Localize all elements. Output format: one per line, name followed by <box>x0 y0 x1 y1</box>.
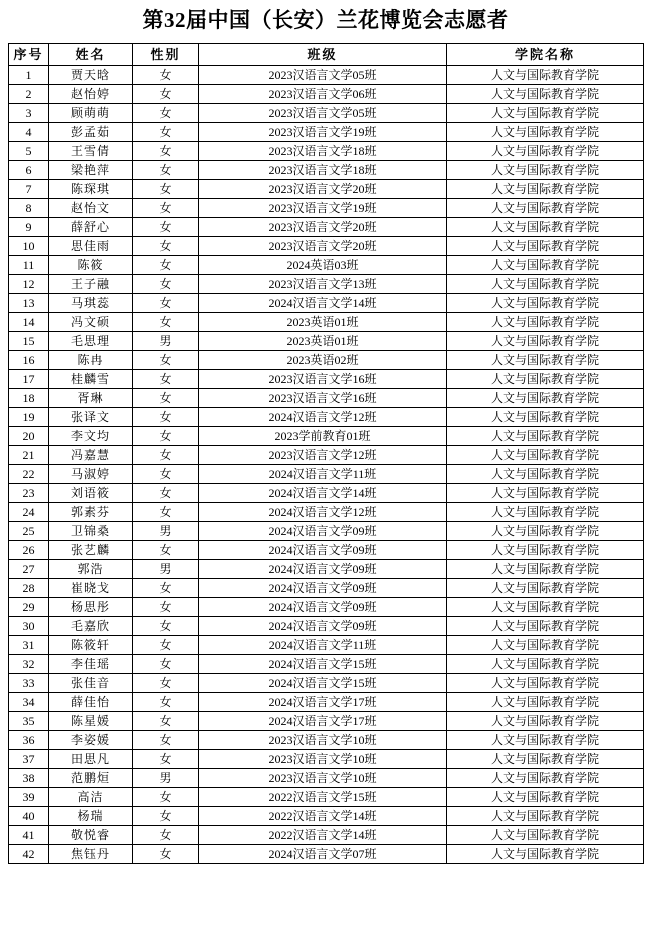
cell-college: 人文与国际教育学院 <box>447 826 644 845</box>
cell-index: 42 <box>9 845 49 864</box>
cell-index: 1 <box>9 66 49 85</box>
cell-college: 人文与国际教育学院 <box>447 427 644 446</box>
cell-college: 人文与国际教育学院 <box>447 617 644 636</box>
table-row <box>9 85 644 104</box>
cell-name: 贾天晗 <box>49 66 133 85</box>
cell-gender: 女 <box>133 579 199 598</box>
cell-college: 人文与国际教育学院 <box>447 788 644 807</box>
table-row <box>9 161 644 180</box>
cell-name: 赵怡婷 <box>49 85 133 104</box>
cell-college: 人文与国际教育学院 <box>447 142 644 161</box>
cell-index: 14 <box>9 313 49 332</box>
table-header-row <box>9 44 644 66</box>
table-row <box>9 826 644 845</box>
cell-name: 彭孟茹 <box>49 123 133 142</box>
cell-name: 薛舒心 <box>49 218 133 237</box>
cell-college: 人文与国际教育学院 <box>447 275 644 294</box>
cell-class: 2023汉语言文学20班 <box>199 237 447 256</box>
cell-gender: 女 <box>133 655 199 674</box>
cell-gender: 女 <box>133 598 199 617</box>
table-row <box>9 617 644 636</box>
cell-gender: 女 <box>133 218 199 237</box>
cell-name: 焦钰丹 <box>49 845 133 864</box>
cell-class: 2023英语01班 <box>199 332 447 351</box>
cell-index: 8 <box>9 199 49 218</box>
cell-college: 人文与国际教育学院 <box>447 104 644 123</box>
cell-index: 24 <box>9 503 49 522</box>
table-row <box>9 788 644 807</box>
cell-college: 人文与国际教育学院 <box>447 446 644 465</box>
cell-name: 王雪倩 <box>49 142 133 161</box>
cell-name: 赵怡文 <box>49 199 133 218</box>
cell-class: 2023汉语言文学13班 <box>199 275 447 294</box>
cell-college: 人文与国际教育学院 <box>447 161 644 180</box>
cell-gender: 女 <box>133 85 199 104</box>
cell-index: 35 <box>9 712 49 731</box>
cell-class: 2023汉语言文学12班 <box>199 446 447 465</box>
cell-name: 崔晓戈 <box>49 579 133 598</box>
cell-class: 2023汉语言文学10班 <box>199 769 447 788</box>
cell-index: 20 <box>9 427 49 446</box>
cell-name: 王子融 <box>49 275 133 294</box>
cell-name: 张艺麟 <box>49 541 133 560</box>
cell-name: 毛思理 <box>49 332 133 351</box>
table-row <box>9 674 644 693</box>
cell-index: 21 <box>9 446 49 465</box>
cell-index: 36 <box>9 731 49 750</box>
table-row <box>9 560 644 579</box>
table-row <box>9 104 644 123</box>
table-row <box>9 275 644 294</box>
table-row <box>9 66 644 85</box>
cell-college: 人文与国际教育学院 <box>447 199 644 218</box>
cell-name: 冯嘉慧 <box>49 446 133 465</box>
cell-gender: 女 <box>133 693 199 712</box>
cell-index: 2 <box>9 85 49 104</box>
cell-index: 19 <box>9 408 49 427</box>
cell-class: 2024汉语言文学12班 <box>199 408 447 427</box>
table-row <box>9 427 644 446</box>
column-header-class: 班级 <box>199 44 447 66</box>
cell-college: 人文与国际教育学院 <box>447 769 644 788</box>
column-header-gender: 性别 <box>133 44 199 66</box>
cell-class: 2023汉语言文学10班 <box>199 750 447 769</box>
cell-gender: 女 <box>133 731 199 750</box>
cell-name: 李文均 <box>49 427 133 446</box>
cell-gender: 女 <box>133 237 199 256</box>
cell-name: 张佳音 <box>49 674 133 693</box>
cell-index: 37 <box>9 750 49 769</box>
cell-index: 17 <box>9 370 49 389</box>
table-row <box>9 332 644 351</box>
cell-index: 11 <box>9 256 49 275</box>
cell-index: 30 <box>9 617 49 636</box>
cell-college: 人文与国际教育学院 <box>447 807 644 826</box>
cell-class: 2024汉语言文学15班 <box>199 655 447 674</box>
cell-college: 人文与国际教育学院 <box>447 294 644 313</box>
table-row <box>9 636 644 655</box>
cell-class: 2023学前教育01班 <box>199 427 447 446</box>
cell-name: 敬悦睿 <box>49 826 133 845</box>
cell-college: 人文与国际教育学院 <box>447 579 644 598</box>
cell-name: 高洁 <box>49 788 133 807</box>
cell-index: 38 <box>9 769 49 788</box>
table-row <box>9 750 644 769</box>
table-row <box>9 769 644 788</box>
cell-name: 冯文硕 <box>49 313 133 332</box>
cell-name: 杨思彤 <box>49 598 133 617</box>
cell-index: 27 <box>9 560 49 579</box>
cell-index: 23 <box>9 484 49 503</box>
cell-class: 2024汉语言文学07班 <box>199 845 447 864</box>
cell-class: 2023汉语言文学05班 <box>199 104 447 123</box>
table-row <box>9 655 644 674</box>
cell-index: 13 <box>9 294 49 313</box>
table-row <box>9 465 644 484</box>
column-header-name: 姓名 <box>49 44 133 66</box>
table-row <box>9 598 644 617</box>
table-row <box>9 389 644 408</box>
cell-name: 顾萌萌 <box>49 104 133 123</box>
cell-gender: 女 <box>133 845 199 864</box>
table-row <box>9 218 644 237</box>
cell-gender: 男 <box>133 769 199 788</box>
cell-index: 4 <box>9 123 49 142</box>
cell-name: 思佳雨 <box>49 237 133 256</box>
cell-college: 人文与国际教育学院 <box>447 693 644 712</box>
page-title: 第32届中国（长安）兰花博览会志愿者 <box>142 8 509 32</box>
cell-index: 28 <box>9 579 49 598</box>
cell-name: 张译文 <box>49 408 133 427</box>
table-row <box>9 731 644 750</box>
cell-name: 刘语筱 <box>49 484 133 503</box>
table-row <box>9 579 644 598</box>
cell-gender: 女 <box>133 807 199 826</box>
table-row <box>9 446 644 465</box>
cell-name: 杨瑞 <box>49 807 133 826</box>
cell-college: 人文与国际教育学院 <box>447 237 644 256</box>
table-row <box>9 294 644 313</box>
cell-class: 2023汉语言文学16班 <box>199 389 447 408</box>
cell-gender: 女 <box>133 351 199 370</box>
cell-gender: 女 <box>133 161 199 180</box>
cell-gender: 男 <box>133 522 199 541</box>
cell-class: 2023汉语言文学20班 <box>199 218 447 237</box>
cell-index: 22 <box>9 465 49 484</box>
cell-class: 2024汉语言文学14班 <box>199 484 447 503</box>
cell-class: 2023英语02班 <box>199 351 447 370</box>
cell-gender: 女 <box>133 674 199 693</box>
cell-name: 陈筱 <box>49 256 133 275</box>
cell-index: 7 <box>9 180 49 199</box>
cell-class: 2023汉语言文学18班 <box>199 142 447 161</box>
cell-name: 卫锦桑 <box>49 522 133 541</box>
cell-college: 人文与国际教育学院 <box>447 465 644 484</box>
cell-college: 人文与国际教育学院 <box>447 674 644 693</box>
cell-name: 薛佳怡 <box>49 693 133 712</box>
cell-gender: 女 <box>133 427 199 446</box>
cell-gender: 女 <box>133 104 199 123</box>
cell-class: 2024汉语言文学12班 <box>199 503 447 522</box>
cell-name: 马琪蕊 <box>49 294 133 313</box>
table-row <box>9 142 644 161</box>
cell-college: 人文与国际教育学院 <box>447 370 644 389</box>
table-row <box>9 503 644 522</box>
cell-college: 人文与国际教育学院 <box>447 123 644 142</box>
cell-class: 2024汉语言文学09班 <box>199 579 447 598</box>
cell-class: 2024汉语言文学09班 <box>199 522 447 541</box>
cell-class: 2024汉语言文学11班 <box>199 465 447 484</box>
cell-class: 2024汉语言文学17班 <box>199 712 447 731</box>
cell-name: 陈筱轩 <box>49 636 133 655</box>
cell-gender: 女 <box>133 123 199 142</box>
cell-index: 3 <box>9 104 49 123</box>
table-row <box>9 199 644 218</box>
cell-index: 40 <box>9 807 49 826</box>
cell-class: 2023汉语言文学18班 <box>199 161 447 180</box>
cell-class: 2024汉语言文学09班 <box>199 617 447 636</box>
cell-index: 41 <box>9 826 49 845</box>
cell-gender: 女 <box>133 503 199 522</box>
table-row <box>9 484 644 503</box>
cell-name: 毛嘉欣 <box>49 617 133 636</box>
cell-class: 2024汉语言文学11班 <box>199 636 447 655</box>
cell-index: 25 <box>9 522 49 541</box>
cell-name: 陈冉 <box>49 351 133 370</box>
cell-class: 2024英语03班 <box>199 256 447 275</box>
cell-gender: 女 <box>133 294 199 313</box>
table-row <box>9 845 644 864</box>
cell-gender: 女 <box>133 617 199 636</box>
table-row <box>9 237 644 256</box>
cell-name: 李姿媛 <box>49 731 133 750</box>
table-row <box>9 370 644 389</box>
cell-class: 2022汉语言文学14班 <box>199 826 447 845</box>
cell-class: 2023英语01班 <box>199 313 447 332</box>
cell-college: 人文与国际教育学院 <box>447 712 644 731</box>
cell-college: 人文与国际教育学院 <box>447 598 644 617</box>
cell-class: 2023汉语言文学06班 <box>199 85 447 104</box>
cell-gender: 女 <box>133 142 199 161</box>
cell-class: 2023汉语言文学19班 <box>199 123 447 142</box>
cell-class: 2024汉语言文学14班 <box>199 294 447 313</box>
cell-index: 39 <box>9 788 49 807</box>
table-row <box>9 807 644 826</box>
cell-gender: 女 <box>133 389 199 408</box>
cell-gender: 女 <box>133 408 199 427</box>
cell-index: 9 <box>9 218 49 237</box>
cell-gender: 女 <box>133 66 199 85</box>
table-row <box>9 180 644 199</box>
cell-college: 人文与国际教育学院 <box>447 845 644 864</box>
table-row <box>9 313 644 332</box>
cell-college: 人文与国际教育学院 <box>447 503 644 522</box>
cell-class: 2024汉语言文学09班 <box>199 560 447 579</box>
cell-gender: 女 <box>133 313 199 332</box>
table-header <box>9 44 644 66</box>
cell-college: 人文与国际教育学院 <box>447 180 644 199</box>
cell-college: 人文与国际教育学院 <box>447 522 644 541</box>
cell-gender: 女 <box>133 636 199 655</box>
cell-name: 田思凡 <box>49 750 133 769</box>
cell-gender: 女 <box>133 199 199 218</box>
cell-index: 6 <box>9 161 49 180</box>
cell-index: 26 <box>9 541 49 560</box>
cell-gender: 女 <box>133 180 199 199</box>
cell-name: 郭素芬 <box>49 503 133 522</box>
cell-name: 马淑婷 <box>49 465 133 484</box>
cell-index: 29 <box>9 598 49 617</box>
cell-class: 2024汉语言文学09班 <box>199 598 447 617</box>
column-header-college: 学院名称 <box>447 44 644 66</box>
cell-gender: 女 <box>133 370 199 389</box>
cell-class: 2024汉语言文学15班 <box>199 674 447 693</box>
cell-gender: 女 <box>133 484 199 503</box>
cell-class: 2023汉语言文学19班 <box>199 199 447 218</box>
cell-college: 人文与国际教育学院 <box>447 541 644 560</box>
cell-college: 人文与国际教育学院 <box>447 655 644 674</box>
cell-name: 范鹏烜 <box>49 769 133 788</box>
cell-college: 人文与国际教育学院 <box>447 484 644 503</box>
cell-gender: 女 <box>133 275 199 294</box>
column-header-index: 序号 <box>9 44 49 66</box>
table-row <box>9 256 644 275</box>
cell-class: 2022汉语言文学14班 <box>199 807 447 826</box>
cell-gender: 女 <box>133 446 199 465</box>
table-row <box>9 712 644 731</box>
cell-name: 桂麟雪 <box>49 370 133 389</box>
cell-name: 李佳瑶 <box>49 655 133 674</box>
table-body <box>9 66 644 864</box>
cell-college: 人文与国际教育学院 <box>447 351 644 370</box>
cell-class: 2023汉语言文学16班 <box>199 370 447 389</box>
cell-gender: 男 <box>133 560 199 579</box>
cell-college: 人文与国际教育学院 <box>447 389 644 408</box>
table-row <box>9 541 644 560</box>
cell-college: 人文与国际教育学院 <box>447 332 644 351</box>
table-row <box>9 123 644 142</box>
cell-index: 32 <box>9 655 49 674</box>
cell-name: 胥琳 <box>49 389 133 408</box>
cell-gender: 女 <box>133 750 199 769</box>
cell-class: 2022汉语言文学15班 <box>199 788 447 807</box>
cell-gender: 女 <box>133 541 199 560</box>
volunteer-roster-table <box>8 43 644 864</box>
cell-index: 31 <box>9 636 49 655</box>
cell-index: 15 <box>9 332 49 351</box>
cell-college: 人文与国际教育学院 <box>447 66 644 85</box>
cell-index: 16 <box>9 351 49 370</box>
cell-college: 人文与国际教育学院 <box>447 408 644 427</box>
table-row <box>9 408 644 427</box>
cell-index: 34 <box>9 693 49 712</box>
cell-gender: 男 <box>133 332 199 351</box>
cell-index: 12 <box>9 275 49 294</box>
table-row <box>9 693 644 712</box>
cell-class: 2023汉语言文学20班 <box>199 180 447 199</box>
cell-gender: 女 <box>133 712 199 731</box>
cell-gender: 女 <box>133 465 199 484</box>
cell-class: 2023汉语言文学10班 <box>199 731 447 750</box>
cell-class: 2023汉语言文学05班 <box>199 66 447 85</box>
cell-index: 33 <box>9 674 49 693</box>
cell-name: 陈琛琪 <box>49 180 133 199</box>
cell-class: 2024汉语言文学09班 <box>199 541 447 560</box>
cell-college: 人文与国际教育学院 <box>447 731 644 750</box>
cell-college: 人文与国际教育学院 <box>447 313 644 332</box>
cell-college: 人文与国际教育学院 <box>447 560 644 579</box>
cell-college: 人文与国际教育学院 <box>447 85 644 104</box>
cell-index: 5 <box>9 142 49 161</box>
cell-gender: 女 <box>133 826 199 845</box>
cell-class: 2024汉语言文学17班 <box>199 693 447 712</box>
cell-name: 郭浩 <box>49 560 133 579</box>
cell-gender: 女 <box>133 788 199 807</box>
cell-name: 陈星媛 <box>49 712 133 731</box>
cell-college: 人文与国际教育学院 <box>447 256 644 275</box>
cell-college: 人文与国际教育学院 <box>447 218 644 237</box>
cell-index: 10 <box>9 237 49 256</box>
cell-index: 18 <box>9 389 49 408</box>
cell-college: 人文与国际教育学院 <box>447 750 644 769</box>
table-row <box>9 522 644 541</box>
cell-college: 人文与国际教育学院 <box>447 636 644 655</box>
cell-name: 梁艳萍 <box>49 161 133 180</box>
table-row <box>9 351 644 370</box>
cell-gender: 女 <box>133 256 199 275</box>
